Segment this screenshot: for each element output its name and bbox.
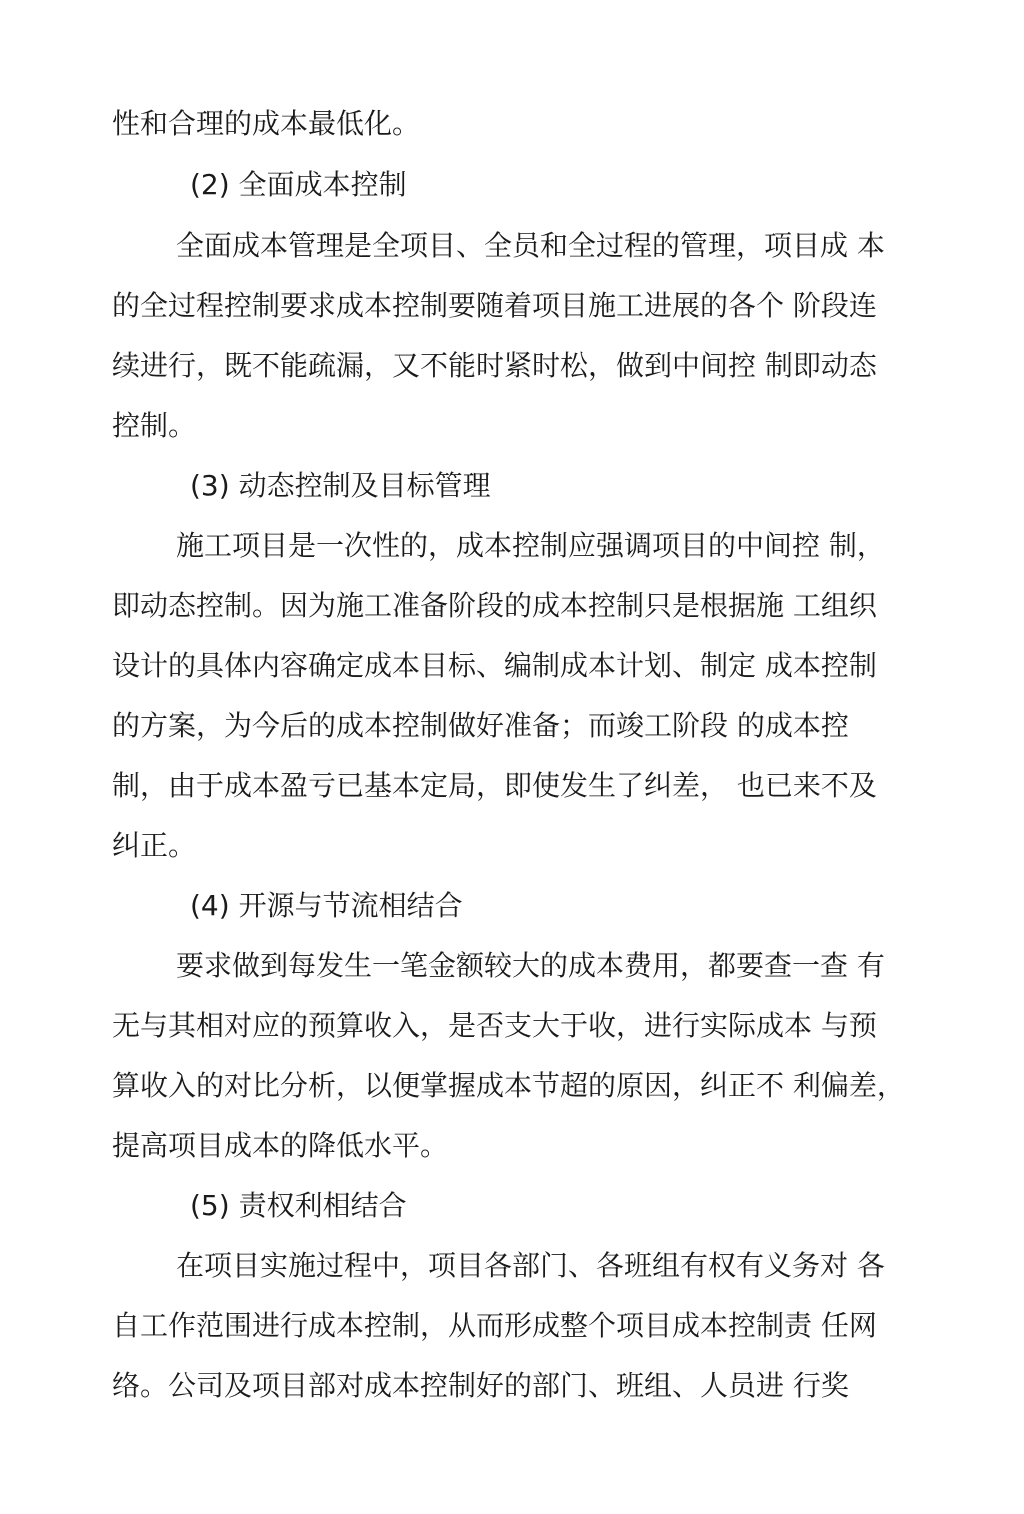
section-heading: (4) 开源与节流相结合: [190, 889, 463, 922]
paragraph-line: 自工作范围进行成本控制，从而形成整个项目成本控制责 任网: [112, 1309, 877, 1342]
paragraph-line: 无与其相对应的预算收入，是否支大于收，进行实际成本 与预: [112, 1009, 877, 1042]
paragraph-line: 要求做到每发生一笔金额较大的成本费用，都要查一查 有: [176, 949, 885, 982]
paragraph-line: 络。公司及项目部对成本控制好的部门、班组、人员进 行奖: [112, 1369, 849, 1402]
paragraph-line: 续进行，既不能疏漏，又不能时紧时松，做到中间控 制即动态: [112, 349, 877, 382]
paragraph-line: 制，由于成本盈亏已基本定局，即使发生了纠差， 也已来不及: [112, 769, 877, 802]
section-heading: (2) 全面成本控制: [190, 168, 407, 201]
paragraph-line: 即动态控制。因为施工准备阶段的成本控制只是根据施 工组织: [112, 589, 877, 622]
paragraph-line: 在项目实施过程中，项目各部门、各班组有权有义务对 各: [176, 1249, 885, 1282]
paragraph-line: 性和合理的成本最低化。: [112, 107, 421, 140]
paragraph-line: 控制。: [112, 409, 197, 442]
section-heading: (5) 责权利相结合: [190, 1189, 407, 1222]
paragraph-line: 纠正。: [112, 829, 197, 862]
paragraph-line: 全面成本管理是全项目、全员和全过程的管理，项目成 本: [176, 229, 885, 262]
paragraph-line: 施工项目是一次性的，成本控制应强调项目的中间控 制，: [176, 529, 885, 562]
paragraph-line: 提高项目成本的降低水平。: [112, 1129, 449, 1162]
section-heading: (3) 动态控制及目标管理: [190, 469, 491, 502]
paragraph-line: 设计的具体内容确定成本目标、编制成本计划、制定 成本控制: [112, 649, 877, 682]
paragraph-line: 的方案，为今后的成本控制做好准备；而竣工阶段 的成本控: [112, 709, 849, 742]
paragraph-line: 算收入的对比分析，以便掌握成本节超的原因，纠正不 利偏差，: [112, 1069, 905, 1102]
paragraph-line: 的全过程控制要求成本控制要随着项目施工进展的各个 阶段连: [112, 289, 877, 322]
